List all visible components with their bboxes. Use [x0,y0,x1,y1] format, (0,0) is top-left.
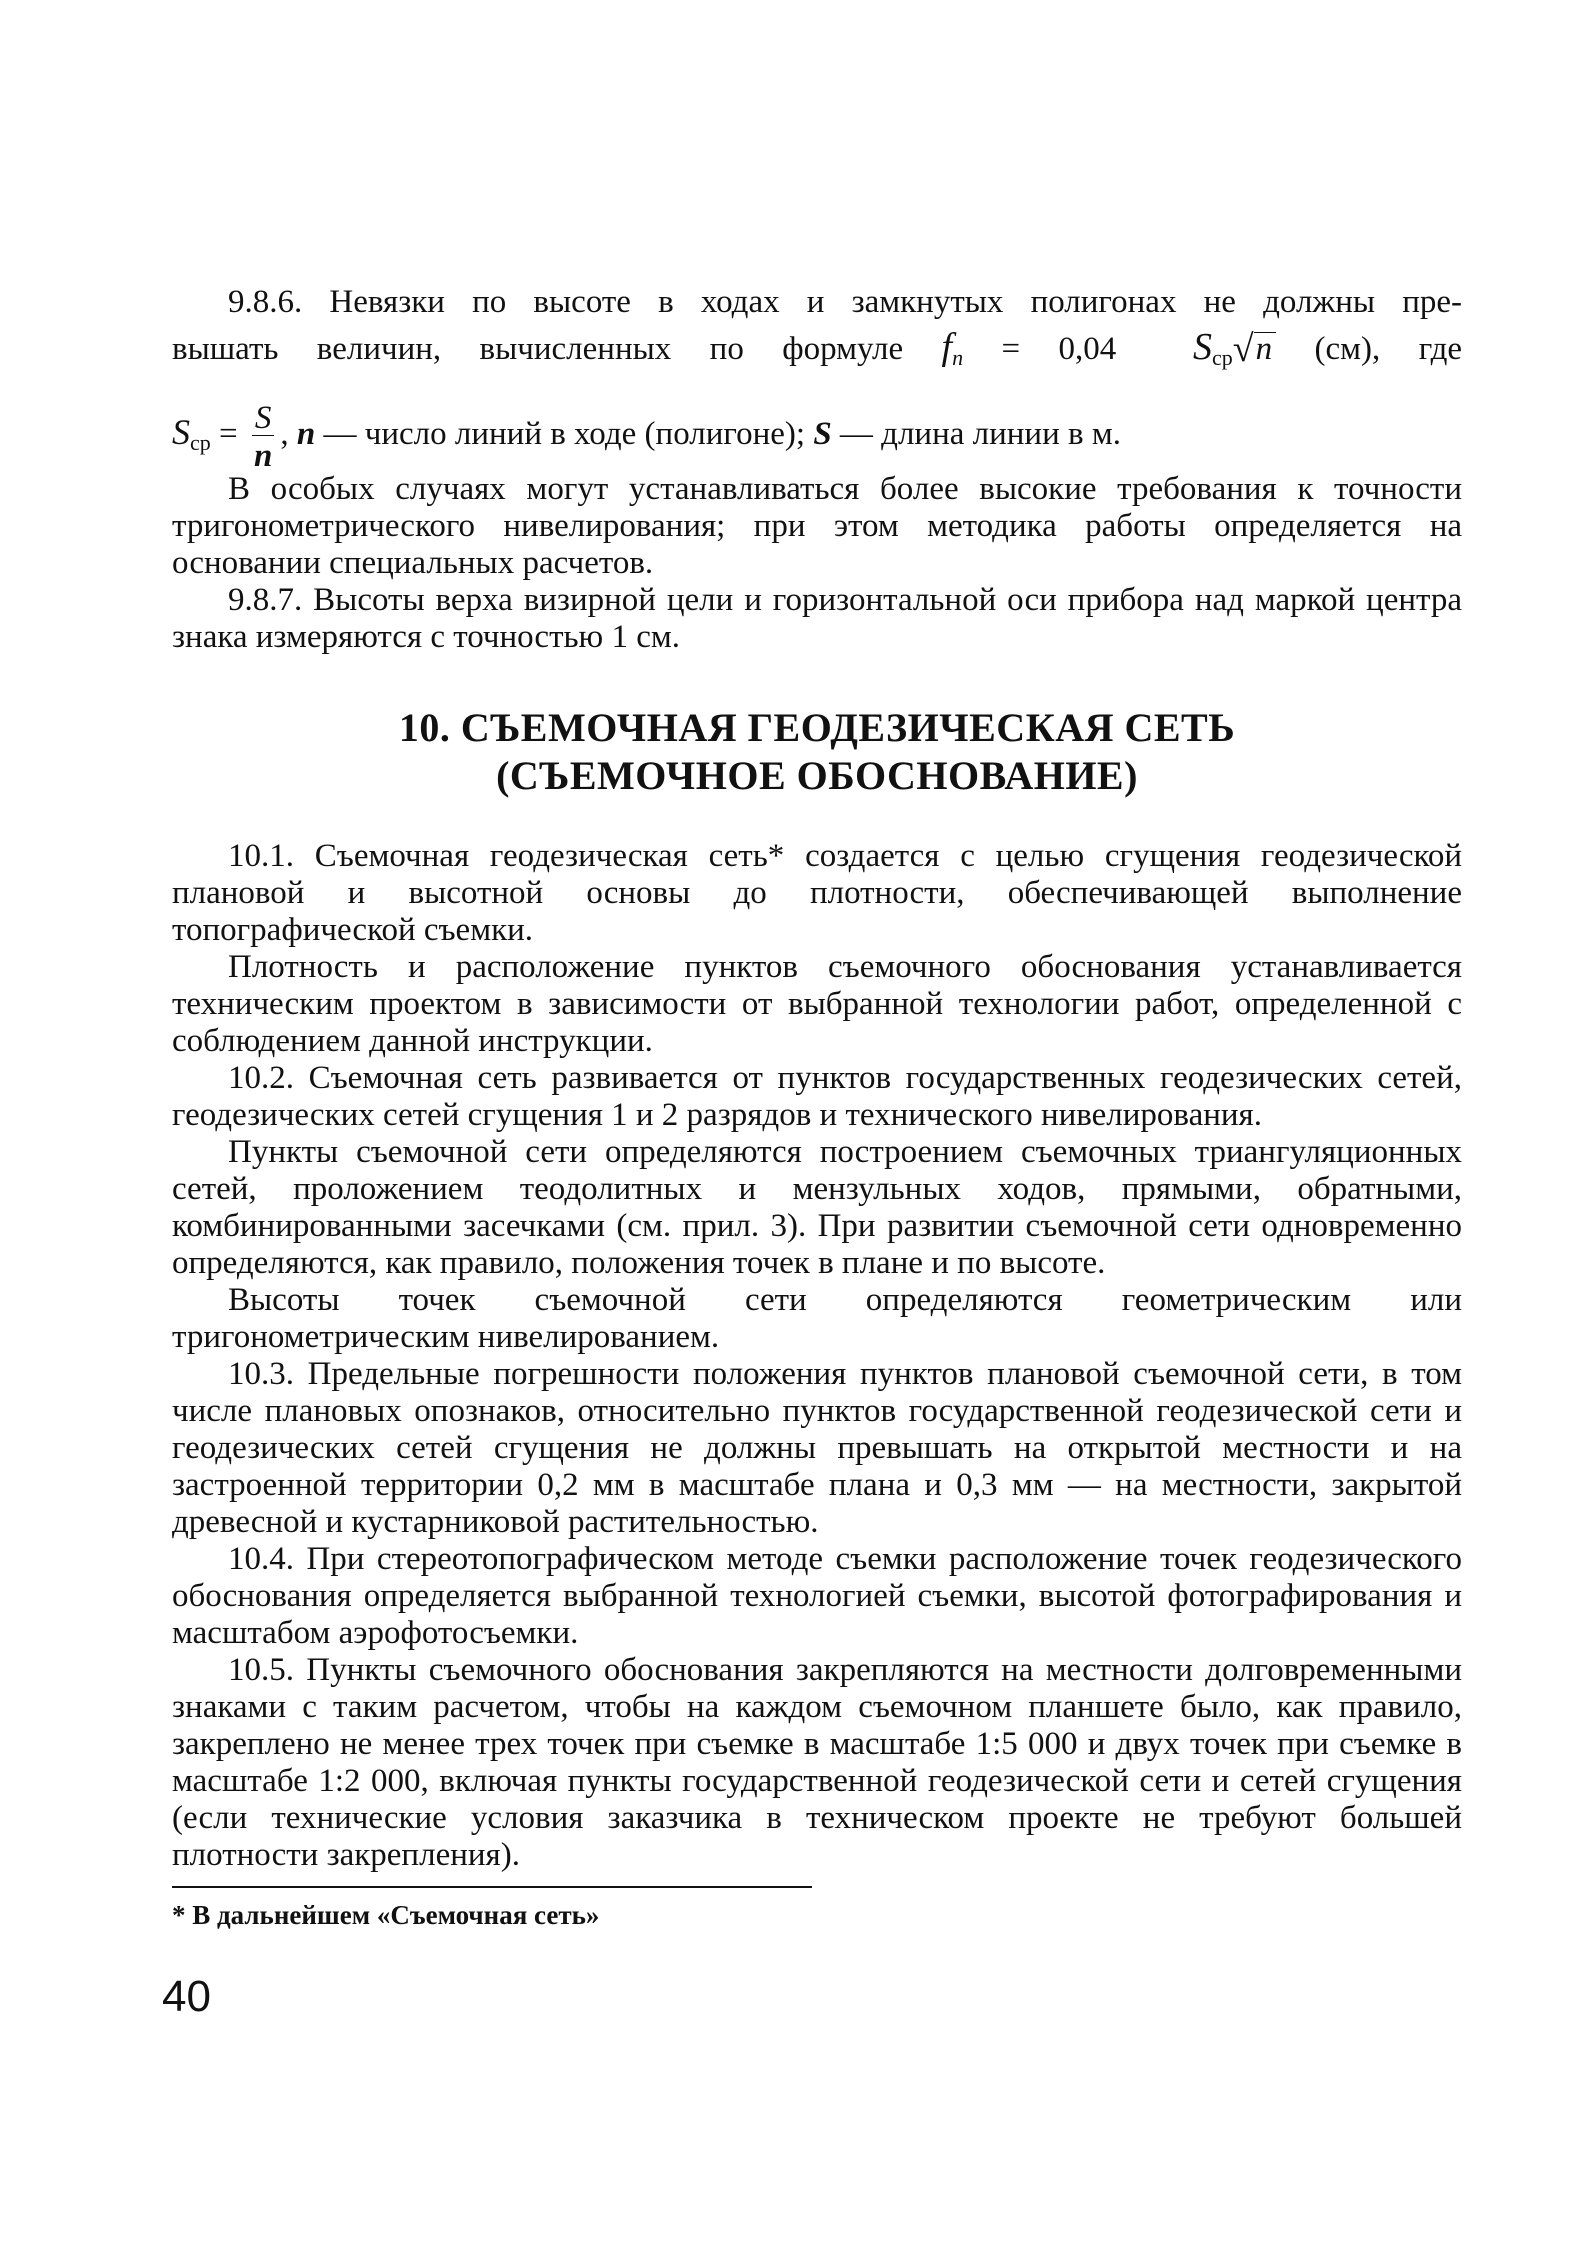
def-eq: = [219,416,238,453]
def-n-text: — число линий в ходе (полигоне); [315,416,806,453]
formula-s-sub: ср [1212,345,1233,370]
def-comma: , [280,416,289,453]
page-number: 40 [162,1972,211,2021]
formula-root: n [1254,332,1277,365]
formula-where: где [1418,331,1463,367]
formula-intro-text: вышать величин, вычисленных по формуле [172,331,904,367]
def-frac-num: S [252,401,275,436]
def-fraction [252,401,275,476]
formula-line [172,326,1463,391]
def-s-sub: ср [190,430,211,456]
paragraph-10-2: 10.2. Съемочная сеть развивается от пунктов государственных геодезических сетей, геодезических сетей сгущения 1 и 2 разрядов и технического нивелирования. [172,1060,1462,1133]
formula-f-sub: n [952,345,964,370]
definition-line [172,399,1462,474]
formula-s: S [1193,326,1213,368]
heading-line2: (СЪЕМОЧНОЕ ОБОСНОВАНИЕ) [496,753,1138,798]
section-10-body [172,838,1462,1874]
sqrt-icon: √ [1232,328,1254,370]
formula [941,326,1419,370]
paragraph-heights: Высоты точек съемочной сети определяются геометрическим или тригонометрическим нивелированием. [172,1282,1462,1355]
paragraph-10-5: 10.5. Пункты съемочного обоснования закрепляются на местности долговременными знаками с таким расчетом, чтобы на каждом съемочном планшете было, как правило, закреплено не менее трех точек при съемке в масштабе 1:5 000 и двух точек при съемке в масштабе 1:2 000, включая пункты государственной геодезической сети и сетей сгущения (если технические условия заказчика в техническом проекте не требуют большей плотности закрепления). [172,1652,1462,1873]
formula-unit: (см), [1314,331,1381,367]
paragraph-10-1: 10.1. Съемочная геодезическая сеть* создается с целью сгущения геодезической плановой и высотной основы до плотности, обеспечивающей выполнение топографической съемки. [172,838,1462,948]
footnote: * В дальнейшем «Съемочная сеть» [172,1900,600,1930]
paragraph-density: Плотность и расположение пунктов съемочного обоснования устанавливается техническим проектом в зависимости от выбранной технологии работ, определенной с соблюдением данной инструкции. [172,949,1462,1059]
paragraph-10-3: 10.3. Предельные погрешности положения пунктов плановой съемочной сети, в том числе плановых опознаков, относительно пунктов государственной геодезической сети и геодезических сетей сгущения не должны превышать на открытой местности и на застроенной территории 0,2 мм в масштабе плана и 0,3 мм — на местности, закрытой древесной и кустарниковой растительностью. [172,1356,1462,1540]
paragraph-10-4: 10.4. При стереотопографическом методе съемки расположение точек геодезического обоснования определяется выбранной технологией съемки, высотой фотографирования и масштабом аэрофотосъемки. [172,1541,1462,1651]
formula-f: f [941,326,953,368]
paragraph-special-cases: В особых случаях могут устанавливаться более высокие требования к точности тригонометрического нивелирования; при этом методика работы определяется на основании специальных расчетов. [172,471,1462,581]
def-frac-den: n [253,438,273,474]
footnote-divider [172,1886,812,1888]
paragraph-9-8-6-line1: 9.8.6. Невязки по высоте в ходах и замкнутых полигонах не должны пре- [228,284,1462,320]
paragraph-points: Пункты съемочной сети определяются построением съемочных триангуляционных сетей, проложением теодолитных и мензульных ходов, прямыми, обратными, комбинированными засечками (см. прил. 3). При развитии съемочной сети одновременно определяются, как правило, положения точек в плане и по высоте. [172,1134,1462,1281]
paragraph-9-8-7: 9.8.7. Высоты верха визирной цели и горизонтальной оси прибора над маркой центра знака измеряются с точностью 1 см. [172,582,1462,655]
heading-line1: 10. СЪЕМОЧНАЯ ГЕОДЕЗИЧЕСКАЯ СЕТЬ [398,705,1236,750]
def-n: n [296,416,316,453]
section-heading [172,704,1462,800]
section-9-8-6 [172,284,1462,656]
formula-eq: = 0,04 [1001,331,1117,367]
def-s2: S [813,416,832,453]
def-s: S [172,412,190,453]
def-s2-text: — длина линии в м. [831,416,1121,453]
